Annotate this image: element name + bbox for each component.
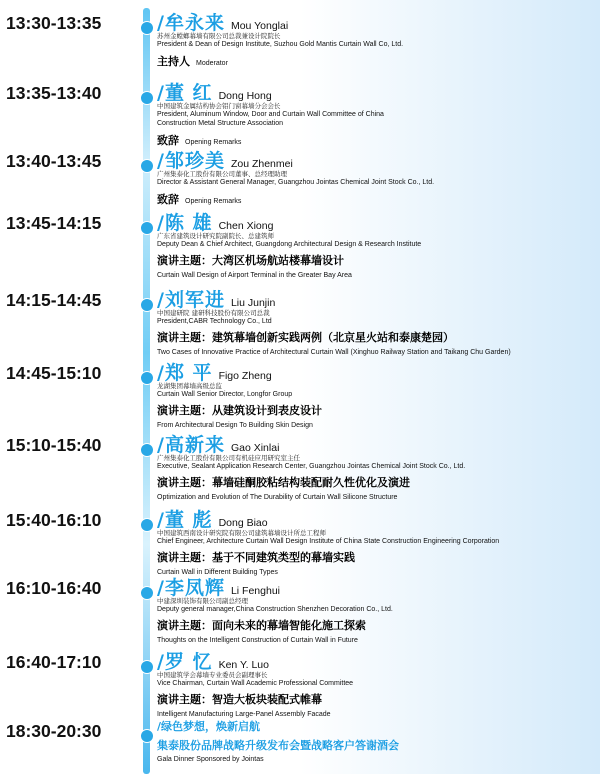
topic-en: Thoughts on the Intelligent Construction of Curtain Wall in Future bbox=[157, 637, 358, 644]
speaker-en-name: Figo Zheng bbox=[218, 370, 272, 382]
timeline-dot bbox=[140, 221, 154, 235]
gala-subtitle: 集泰股份品牌战略升级发布会暨战略客户答谢酒会 bbox=[157, 739, 399, 752]
speaker-cn-name: /李凤辉 bbox=[157, 577, 225, 599]
speaker-title-cn: 中国建筑学会幕墙专业委员会副理事长 bbox=[157, 671, 268, 679]
speaker-cn-name: /高新来 bbox=[157, 434, 225, 456]
topic-label: 演讲主题： bbox=[157, 693, 212, 706]
topic-cn: 大湾区机场航站楼幕墙设计 bbox=[212, 254, 344, 267]
speaker-title-cn: 苏州金螳螂幕墙有限公司总裁兼设计院院长 bbox=[157, 32, 281, 40]
speaker-title-en: Deputy Dean & Chief Architect, Guangdong Architectural Design & Research Institute bbox=[157, 241, 422, 248]
topic-label: 演讲主题： bbox=[157, 254, 212, 267]
speaker-title-cn: 广州集泰化工股份有限公司董事、总经理助理 bbox=[157, 170, 287, 178]
session-time: 14:15-14:45 bbox=[6, 290, 102, 310]
topic-label: 演讲主题： bbox=[157, 619, 212, 632]
speaker-title-cn: 中建深圳装饰有限公司副总经理 bbox=[157, 597, 248, 605]
timeline-dot bbox=[140, 443, 154, 457]
timeline-dot bbox=[140, 518, 154, 532]
timeline-dot bbox=[140, 660, 154, 674]
speaker-cn-name: /董 彪 bbox=[157, 509, 213, 531]
speaker-title-cn: 中国建筑西南设计研究院有限公司建筑幕墙设计所总工程师 bbox=[157, 529, 326, 537]
speaker-title-en: President & Dean of Design Institute, Suzhou Gold Mantis Curtain Wall Co, Ltd. bbox=[157, 41, 404, 48]
speaker-title-en: President, Aluminum Window, Door and Curtain Wall Committee of China bbox=[157, 111, 384, 118]
speaker-cn-name: /牟永来 bbox=[157, 12, 225, 34]
speaker-en-name: Liu Junjin bbox=[230, 297, 276, 309]
session-time: 13:35-13:40 bbox=[6, 83, 102, 103]
timeline-dot bbox=[140, 729, 154, 743]
topic-en: Two Cases of Innovative Practice of Architectural Curtain Wall (Xinghuo Railway Station and Taikang Chu Garden) bbox=[157, 349, 511, 356]
speaker-title-en: Executive, Sealant Application Research Center, Guangzhou Jointas Chemical Joint Stock Co., Ltd. bbox=[157, 463, 466, 470]
timeline-dot bbox=[140, 21, 154, 35]
speaker-title-en: Vice Chairman, Curtain Wall Academic Professional Committee bbox=[157, 680, 354, 687]
session-time: 18:30-20:30 bbox=[6, 721, 102, 741]
speaker-en-name: Chen Xiong bbox=[218, 220, 274, 232]
topic-en: From Architectural Design To Building Skin Design bbox=[157, 422, 313, 429]
speaker-en-name: Dong Hong bbox=[218, 90, 272, 102]
topic-label: 演讲主题： bbox=[157, 551, 212, 564]
speaker-cn-name: /邹珍美 bbox=[157, 150, 225, 172]
topic-en: Intelligent Manufacturing Large-Panel Assembly Facade bbox=[157, 711, 331, 718]
session-time: 15:40-16:10 bbox=[6, 510, 102, 530]
role-en: Moderator bbox=[196, 60, 228, 67]
speaker-title-en: Curtain Wall Senior Director, Longfor Group bbox=[157, 391, 293, 398]
speaker-en-name: Gao Xinlai bbox=[230, 442, 280, 454]
topic-cn: 建筑幕墙创新实践两例（北京星火站和泰康楚园） bbox=[212, 331, 454, 344]
speaker-title-en-cont: Construction Metal Structure Association bbox=[157, 120, 284, 127]
speaker-cn-name: /罗 忆 bbox=[157, 651, 213, 673]
timeline-dot bbox=[140, 371, 154, 385]
speaker-cn-name: /郑 平 bbox=[157, 362, 213, 384]
speaker-title-cn: 广东省建筑设计研究院副院长、总建筑师 bbox=[157, 232, 274, 240]
topic-cn: 面向未来的幕墙智能化施工探索 bbox=[212, 619, 366, 632]
speaker-title-en: Chief Engineer, Architecture Curtain Wall Design Institute of China State Construction Engineering Corporation bbox=[157, 538, 500, 545]
session-time: 14:45-15:10 bbox=[6, 363, 102, 383]
speaker-cn-name: /董 红 bbox=[157, 82, 213, 104]
role-cn: 主持人 bbox=[157, 55, 190, 68]
speaker-title-en: President,CABR Technology Co., Ltd bbox=[157, 318, 272, 325]
gala-title: /绿色梦想，焕新启航 bbox=[157, 720, 261, 733]
speaker-title-cn: 中国建筑金属结构协会铝门窗幕墙分会会长 bbox=[157, 102, 281, 110]
timeline-dot bbox=[140, 298, 154, 312]
speaker-title-cn: 广州集泰化工股份有限公司有机硅应用研究室主任 bbox=[157, 454, 300, 462]
speaker-en-name: Mou Yonglai bbox=[230, 20, 289, 32]
topic-label: 演讲主题： bbox=[157, 404, 212, 417]
topic-en: Optimization and Evolution of The Durability of Curtain Wall Silicone Structure bbox=[157, 494, 398, 501]
timeline-dot bbox=[140, 91, 154, 105]
topic-label: 演讲主题： bbox=[157, 476, 212, 489]
topic-cn: 从建筑设计到表皮设计 bbox=[212, 404, 322, 417]
session-time: 16:10-16:40 bbox=[6, 578, 102, 598]
timeline-dot bbox=[140, 159, 154, 173]
speaker-title-en: Director & Assistant General Manager, Guangzhou Jointas Chemical Joint Stock Co., Ltd. bbox=[157, 179, 435, 186]
session-time: 15:10-15:40 bbox=[6, 435, 102, 455]
role-en: Opening Remarks bbox=[185, 139, 242, 146]
speaker-en-name: Li Fenghui bbox=[230, 585, 280, 597]
speaker-en-name: Zou Zhenmei bbox=[230, 158, 293, 170]
speaker-title-en: Deputy general manager,China Construction Shenzhen Decoration Co., Ltd. bbox=[157, 606, 393, 613]
role-cn: 致辞 bbox=[157, 134, 179, 147]
session-time: 13:40-13:45 bbox=[6, 151, 102, 171]
topic-cn: 基于不同建筑类型的幕墙实践 bbox=[212, 551, 355, 564]
topic-en: Curtain Wall in Different Building Types bbox=[157, 569, 278, 576]
session-time: 13:45-14:15 bbox=[6, 213, 102, 233]
speaker-en-name: Dong Biao bbox=[218, 517, 268, 529]
topic-cn: 幕墙硅酮胶粘结构装配耐久性优化及演进 bbox=[212, 476, 410, 489]
role-cn: 致辞 bbox=[157, 193, 179, 206]
speaker-cn-name: /刘军进 bbox=[157, 289, 225, 311]
gala-en: Gala Dinner Sponsored by Jointas bbox=[157, 756, 264, 763]
speaker-title-cn: 中国建研院 建研科技股份有限公司总裁 bbox=[157, 309, 270, 317]
speaker-title-cn: 龙湖集团幕墙高级总监 bbox=[157, 382, 222, 390]
topic-cn: 智造大板块装配式帷幕 bbox=[212, 693, 322, 706]
topic-en: Curtain Wall Design of Airport Terminal in the Greater Bay Area bbox=[157, 272, 352, 279]
topic-label: 演讲主题： bbox=[157, 331, 212, 344]
role-en: Opening Remarks bbox=[185, 198, 242, 205]
timeline-dot bbox=[140, 586, 154, 600]
session-time: 16:40-17:10 bbox=[6, 652, 102, 672]
speaker-en-name: Ken Y. Luo bbox=[218, 659, 269, 671]
session-time: 13:30-13:35 bbox=[6, 13, 102, 33]
speaker-cn-name: /陈 雄 bbox=[157, 212, 213, 234]
